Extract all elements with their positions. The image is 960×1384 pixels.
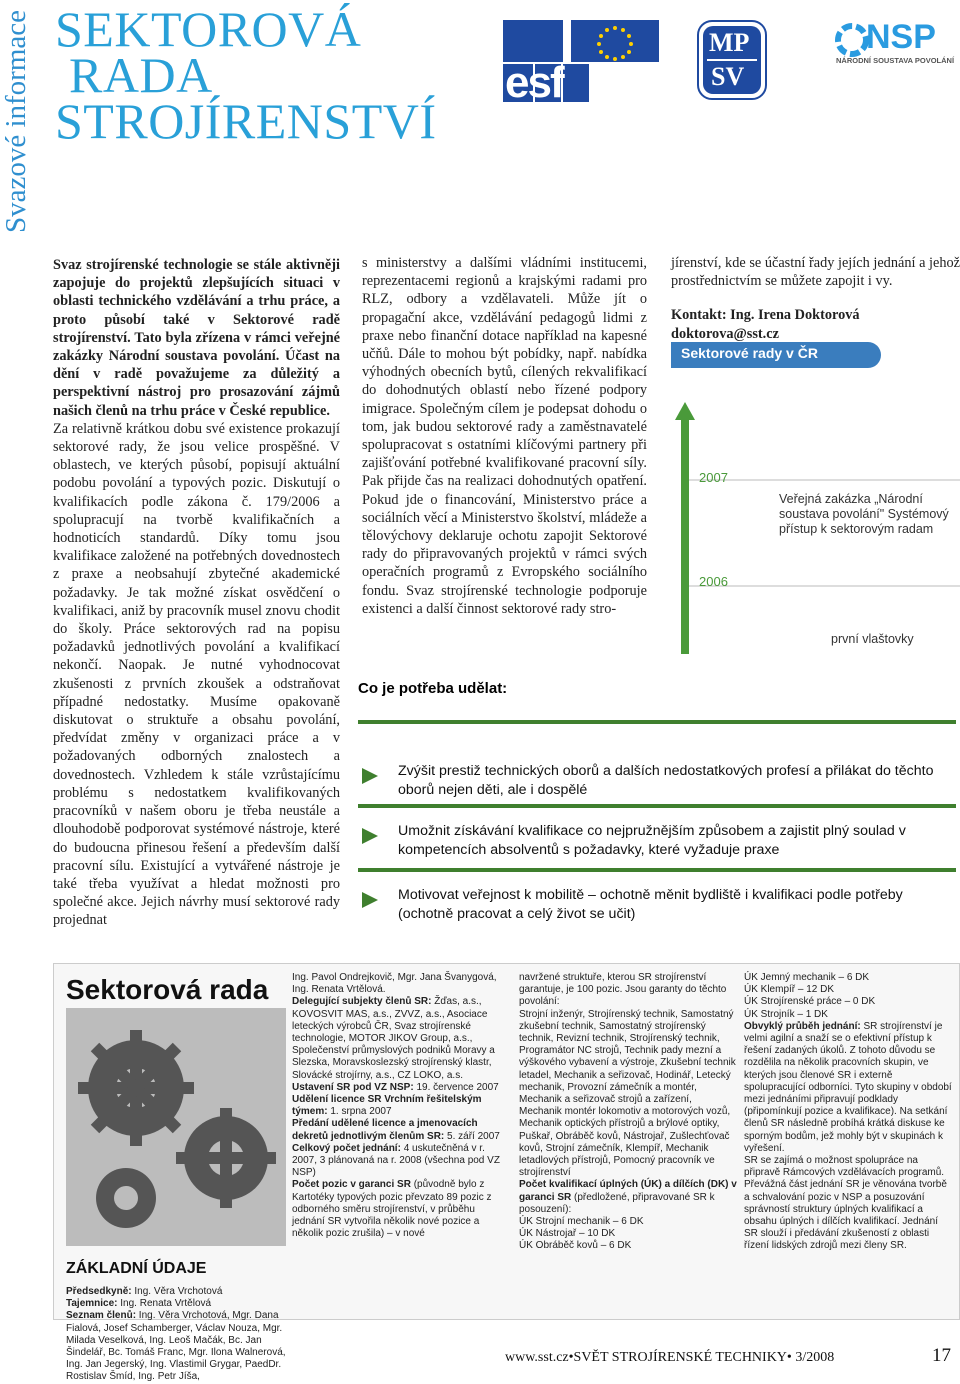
mpsv-logo (697, 20, 767, 100)
info-d-5: SR se zajímá o možnost spolupráce na připravě Rámcových vzdělávacích programů. Převážná část jednání SR je věnována tvorbě a schvalování pozic v NSP a posuzování správností struktury úplných kvalifikací a obsahu úplných i dílčích kvalifikací. Jednání SR slouží i předávání zkušeností z oblasti řízení lidských zdrojů mezi členy SR. (744, 1155, 947, 1252)
todo-divider-1 (358, 720, 956, 724)
todo-arrow-icons (358, 676, 398, 946)
info-c-4: ÚK Nástrojař – 10 DK (519, 1228, 616, 1240)
todo-divider-2 (358, 804, 956, 808)
info-b-2: Ustavení SR pod VZ NSP: 19. července 2007 (292, 1081, 499, 1093)
article-body-1: Za relativně krátkou dobu své existence prokazují sektorové rady, že jsou velice prospěšné. V oblastech, ve kterých působí, popisují aktuální podobu povolání a typových pozic. Diskutují o kvalifikacích podle zákona č. 179/2006 a spolupracují na tvorbě kvalifikačních a hodnoticích standardů. Díky tomu jsou kvalifikace založené na potřebných dovednostech z praxe a neobsahují zbytečné akademické požadavky. Je tak možné získat osvědčení o kvalifikaci, aniž by pracovník musel znovu chodit do školy. Práce sektorových rad na popisu požadavků jednotlivých povolání a kvalifikací nekončí. Naopak. Je nutné vyhodnocovat zkušenosti z prvních zkoušek a odstraňovat případné nedostatky. Musíme opakovaně diskutovat o struktuře a obsahu povolání, předvídat změny v organizaci práce a v požadovaných odborných znalostech a dovednostech. Vzhledem k stále vzrůstajícímu problému s nedostatkem kvalifikovaných pracovníků v našem oboru je třeba neustále a dlouhodobě podporovat systémové nástroje, které do budoucna přinesou řešení a především další pracovní sílu. Existující a vytvářené nástroje je také třeba využívat a hledat možnosti pro společné akce. Jejich návrhy musí sektorové rady projednat (53, 420, 340, 929)
mpsv-text-bottom: SV (711, 62, 745, 91)
gear-icon (66, 1008, 286, 1246)
nsp-logo (834, 18, 956, 66)
section-label-text: Svazové informace (0, 10, 32, 234)
title-line-2: RADA (69, 47, 213, 103)
esf-logo (503, 20, 661, 107)
title-line-1: SEKTOROVÁ (55, 1, 362, 57)
timeline-year-2007: 2007 (699, 470, 728, 485)
timeline-year-2006: 2006 (699, 574, 728, 589)
title-line-3: STROJÍRENSTVÍ (55, 93, 437, 149)
info-b-0: Ing. Pavol Ondrejkovič, Mgr. Jana Švanygová, Ing. Renata Vrtělová. (292, 972, 497, 996)
nsp-logo-text: NSP (866, 18, 936, 56)
todo-box (353, 676, 960, 946)
article-column-3 (671, 254, 960, 343)
footer-text: www.sst.cz•SVĚT STROJÍRENSKÉ TECHNIKY• 3/2008 (505, 1350, 835, 1365)
infobox-column-b (292, 972, 502, 1240)
contact-email: doktorova@sst.cz (671, 325, 779, 342)
article-column-1 (53, 256, 340, 930)
infobox-column-d (744, 972, 954, 1253)
article-lead: Svaz strojírenské technologie se stále aktivněji zapojuje do projektů zlepšujících situaci v oblasti technického vzdělávání a trhu práce, a proto působí také v Sektorové radě strojírenství. Tato byla zřízena v rámci veřejné zakázky Národní soustava povolání. Účast na dění v radě považujeme za důležitý a perspektivní nástroj pro prosazování zájmů našich členů na trhu práce v České republice. (53, 257, 340, 419)
info-c-0: navržené struktuře, kterou SR strojírenství garantuje, je 100 pozic. Jsou garanty do těchto povolání: (519, 972, 727, 1008)
todo-divider-3 (358, 868, 956, 872)
info-b-4: Předání udělené licence a jmenovacích dekretů jednotlivým členům SR: 5. září 2007 (292, 1118, 500, 1142)
article-body-2: s ministerstvy a dalšími vládními institucemi, reprezentacemi regionů a krajskými radami pro RLZ, odbory a vzdělavateli. Může jít o propagační akce, vzdělávání pedagogů lidmi z praxe nebo finanční dotace například na kapesné učňů. Dále to mohou být pobídky, např. nabídka výhodných obecních bytů, cílených rekvalifikací do dohodnutých oblastí nebo řízené podpory imigrace. Společným cílem je podepsat dohodu o tom, jak budou sektorové rady a zaměstnavatelé spolupracovat s ostatními klíčovými partnery při zajišťování potřebné kvalifikované pracovní síly. Pak přijde čas na realizaci dohodnutých opatření. Pokud jde o financování, Ministerstvo práce a sociálních věcí a Ministerstvo školství, mládeže a tělovýchovy deklaruje ochotu zapojit Sektorové rady do připravovaných projektů v rámci svých operačních programů z Evropského sociálního fondu. Svaz strojírenské technologie podporuje existenci a další činnost sektorové rady stro- (362, 255, 647, 617)
info-c-3: ÚK Strojní mechanik – 6 DK (519, 1216, 644, 1228)
page-title (55, 1, 437, 149)
contact-label: Kontakt: Ing. Irena Doktorová (671, 307, 860, 324)
info-b-5: Celkový počet jednání: 4 uskutečněná v r. 2007, 3 plánovaná na r. 2008 (všechna pod VZ NSP) (292, 1142, 500, 1179)
article-column-2 (362, 254, 647, 618)
infobox-column-a (66, 1286, 286, 1384)
timeline-graphic (671, 342, 960, 654)
info-b-3: Udělení licence SR Vrchním řešitelským týmem: 1. srpna 2007 (292, 1094, 482, 1118)
info-d-1: ÚK Klempíř – 12 DK (744, 984, 835, 996)
gears-image (66, 1008, 286, 1246)
info-c-5: ÚK Obráběč kovů – 6 DK (519, 1240, 632, 1252)
info-d-2: ÚK Strojírenské práce – 0 DK (744, 996, 876, 1008)
timeline-text-2006: první vlaštovky (831, 632, 914, 646)
info-chair: Předsedkyně: Ing. Věra Vrchotová (66, 1286, 223, 1297)
nsp-logo-subtitle: NÁRODNÍ SOUSTAVA POVOLÁNÍ (836, 56, 955, 65)
page-number: 17 (932, 1345, 951, 1366)
article-body-3: jírenství, kde se účastní řady jejích jednání a jehož prostřednictvím se můžete zapojit i vy. (671, 255, 960, 290)
info-d-0: ÚK Jemný mechanik – 6 DK (744, 972, 870, 983)
esf-logo-text: esf (505, 58, 563, 107)
info-b-1: Delegující subjekty členů SR: Žďas, a.s., KOVOSVIT MAS, a.s., ZVVZ, a.s., Asociace leteckých výrobců ČR, Svaz strojírenské technologie, MOTOR JIKOV Group, a.s., Společenství průmyslových podniků Moravy a Slezska, Moravskoslezský strojírenský klastr, Slovácké strojírny, a.s., CZ LOKO, a.s. (292, 996, 495, 1081)
info-secretary: Tajemnice: Ing. Renata Vrtělová (66, 1298, 212, 1310)
info-d-4: Obvyklý průběh jednání: SR strojírenství je velmi agilní a snaží se o efektivní přístup k řešení zadaných úkolů. Z tohoto důvodu se rozdělila na několik pracovních skupin, ve kterých jsou členové SR i externě spolupracující odborníci. Tyto skupiny v období mezi jednáními připravují podklady (připomínkují pozice a kvalifikace). Na setkání členů SR následně probíhá krátká diskuse ke sporným bodům, jež mohly být v skupinách k vyřešení. (744, 1020, 952, 1154)
todo-title: Co je potřeba udělat: (358, 680, 508, 697)
info-c-1: Strojní inženýr, Strojírenský technik, Samostatný zkušební technik, Samostatný strojírenský technik, Revizní technik, Strojírenský technik, Programátor NC strojů, Technik pady mezní a výškového vybavení a výstroje, Zkušební technik letadel, Mechanik a seřizovač, Hodinář, Letecký mechanik, Provozní zámečník a montér, Mechanik a seřizovač strojů a zařízení, Mechanik montér lokomotiv a motorových vozů, Mechanik optických přístrojů a brýlové optiky, Puškař, Obráběč kovů, Nástrojař, Zušlechťovač kovů, Strojní zámečník, Klempíř, Mechanik letadlových přístrojů, Pomocný pracovník ve strojírenství (519, 1008, 736, 1179)
info-members: Seznam členů: Ing. Věra Vrchotová, Mgr. Dana Fialová, Josef Schamberger, Václav Nouza, Mgr. Milada Veselková, Ing. Leoš Mačák, Bc. Jan Šindelář, Bc. Tomáš Franc, Mgr. Ilona Walnerová, Ing. Jan Jegerský, Ing. Vlastimil Grygar, PaedDr. Rostislav Šmíd, Ing. Petr Jíša, (66, 1310, 286, 1383)
timeline-heading: Sektorové rady v ČR (671, 342, 881, 368)
todo-item-3: Motivovat veřejnost k mobilitě – ochotně měnit bydliště i kvalifikaci podle potřeby (ochotně pracovat a celý život se učit) (398, 887, 903, 922)
info-c-2: Počet kvalifikací úplných (ÚK) a dílčích (DK) v garanci SR (předložené, připravované SR k posouzení): (519, 1179, 737, 1215)
todo-item-1: Zvýšit prestiž technických oborů a dalších nedostatkových profesí a přilákat do těchto oborů nejen děti, ale i dospělé (398, 763, 934, 798)
info-b-6: Počet pozic v garanci SR (původně bylo z Kartotéky typových pozic převzato 89 pozic z odborného směru strojírenství, v průběhu jednání SR vytvořila několik nové pozice a několik pozic zrušila) – v nové (292, 1179, 492, 1240)
infobox-heading: Sektorová rada (66, 974, 269, 1005)
info-d-3: ÚK Strojník – 1 DK (744, 1008, 828, 1020)
section-label (0, 10, 34, 310)
infobox-column-c (519, 972, 737, 1253)
basic-data-heading: ZÁKLADNÍ ÚDAJE (66, 1260, 207, 1277)
timeline-text-2007: Veřejná zakázka „Národní soustava povolání" Systémový přístup k sektorovým radam (779, 492, 949, 536)
mpsv-text-top: MP (709, 28, 750, 57)
todo-item-2: Umožnit získávání kvalifikace co nejpružnějším způsobem a zajistit plný soulad v kompetencích absolventů s požadavky, které vyžaduje praxe (398, 823, 906, 858)
